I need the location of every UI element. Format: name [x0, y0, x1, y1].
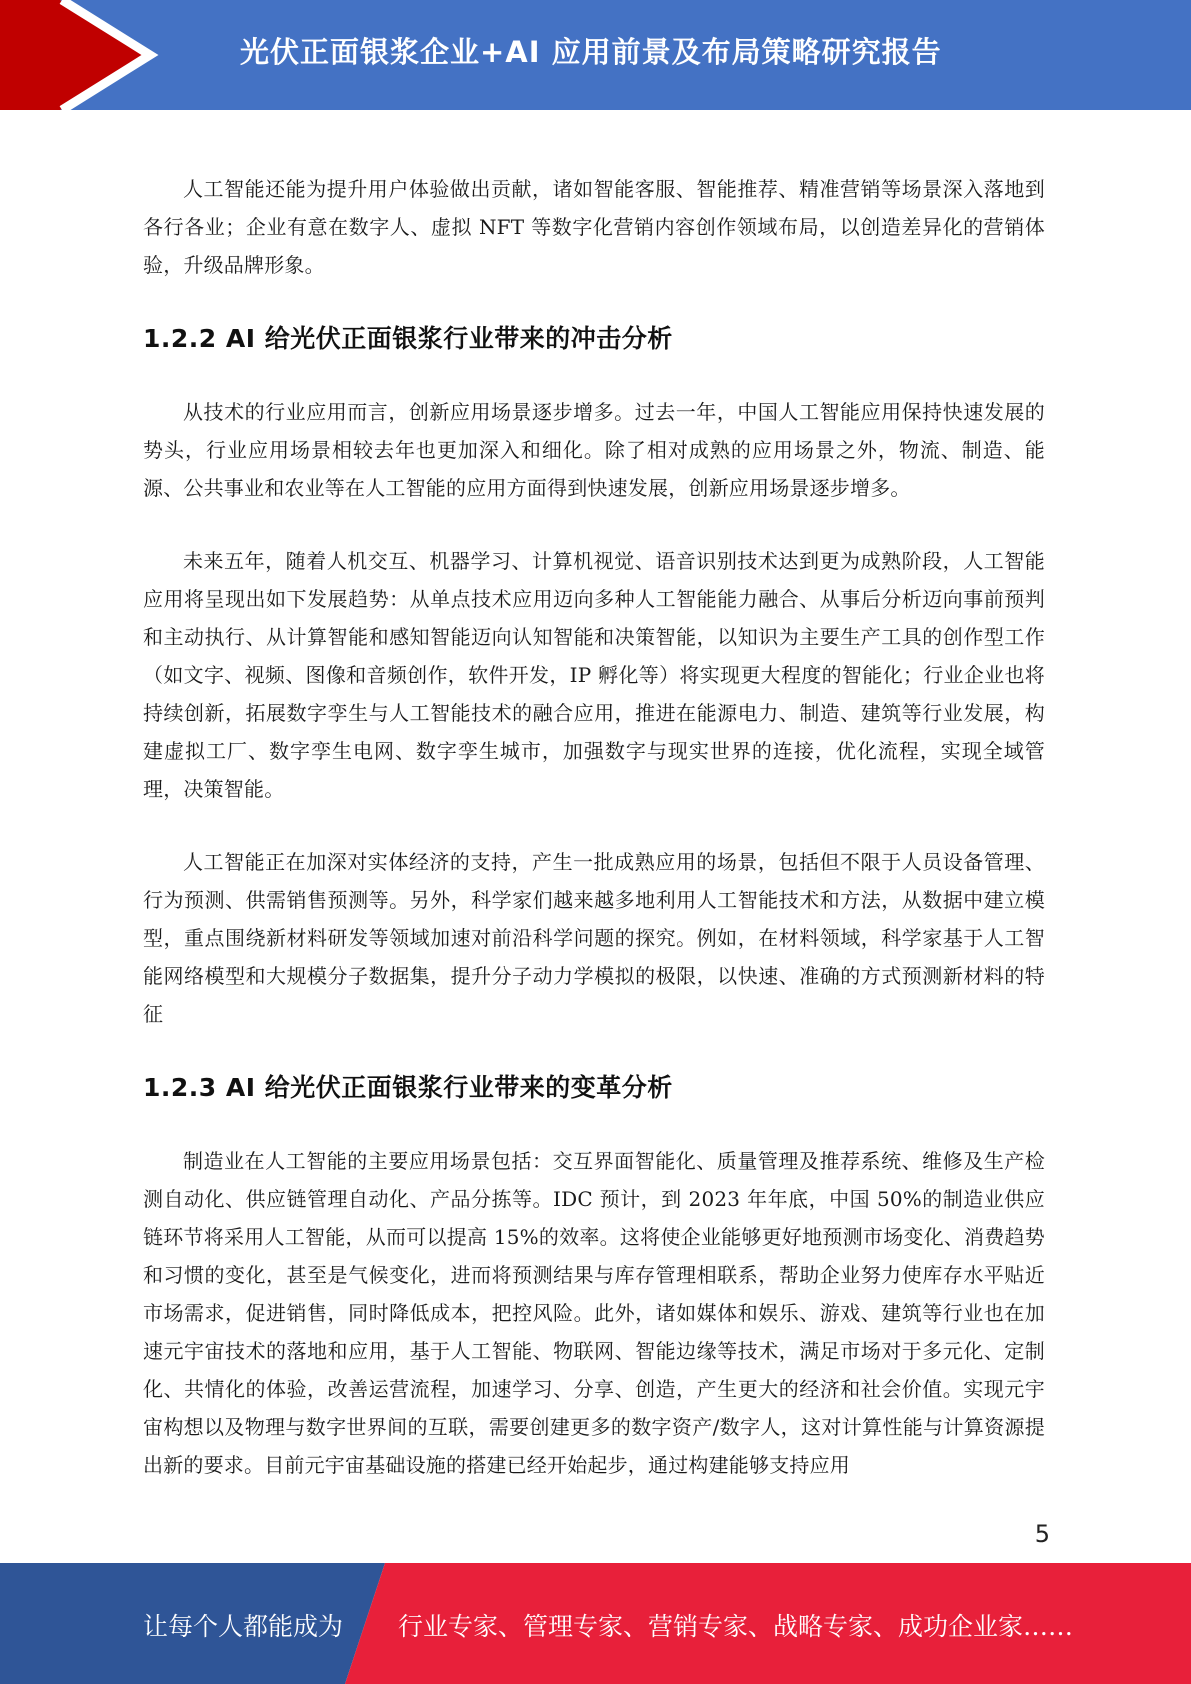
page-number: 5: [1034, 1520, 1050, 1548]
paragraph: 人工智能正在加深对实体经济的支持，产生一批成熟应用的场景，包括但不限于人员设备管理、行为预测、供需销售预测等。另外，科学家们越来越多地利用人工智能技术和方法，从数据中建立模型，重点围绕新材料研发等领域加速对前沿科学问题的探究。例如，在材料领域，科学家基于人工智能网络模型和大规模分子数据集，提升分子动力学模拟的极限，以快速、准确的方式预测新材料的特征: [143, 850, 1045, 1026]
section-heading-1-2-3: 1.2.3 AI 给光伏正面银浆行业带来的变革分析: [143, 1073, 673, 1102]
intro-paragraph: 人工智能还能为提升用户体验做出贡献，诸如智能客服、智能推荐、精准营销等场景深入落地到各行各业；企业有意在数字人、虚拟 NFT 等数字化营销内容创作领域布局，以创造差异化的营销体验，升级品牌形象。: [143, 177, 1045, 277]
paragraph: 制造业在人工智能的主要应用场景包括：交互界面智能化、质量管理及推荐系统、维修及生产检测自动化、供应链管理自动化、产品分拣等。IDC 预计，到 2023 年年底，中国 50%的制造业供应链环节将采用人工智能，从而可以提高 15%的效率。这将使企业能够更好地预测市场变化、消费趋势和习惯的变化，甚至是气候变化，进而将预测结果与库存管理相联系，帮助企业努力使库存水平贴近市场需求，促进销售，同时降低成本，把控风险。此外，诸如媒体和娱乐、游戏、建筑等行业也在加速元宇宙技术的落地和应用，基于人工智能、物联网、智能边缘等技术，满足市场对于多元化、定制化、共情化的体验，改善运营流程，加速学习、分享、创造，产生更大的经济和社会价值。实现元宇宙构想以及物理与数字世界间的互联，需要创建更多的数字资产/数字人，这对计算性能与计算资源提出新的要求。目前元宇宙基础设施的搭建已经开始起步，通过构建能够支持应用: [143, 1149, 1045, 1477]
paragraph: 从技术的行业应用而言，创新应用场景逐步增多。过去一年，中国人工智能应用保持快速发展的势头，行业应用场景相较去年也更加深入和细化。除了相对成熟的应用场景之外，物流、制造、能源、公共事业和农业等在人工智能的应用方面得到快速发展，创新应用场景逐步增多。: [143, 400, 1045, 500]
footer-slogan-left: 让每个人都能成为: [143, 1612, 344, 1641]
page-footer-banner: [0, 1563, 1191, 1684]
footer-slogan-right: 行业专家、管理专家、营销专家、战略专家、成功企业家……: [398, 1612, 1074, 1641]
page-header-banner: [0, 0, 1191, 110]
report-title: 光伏正面银浆企业+AI 应用前景及布局策略研究报告: [240, 35, 942, 69]
section-heading-1-2-2: 1.2.2 AI 给光伏正面银浆行业带来的冲击分析: [143, 324, 673, 353]
paragraph: 未来五年，随着人机交互、机器学习、计算机视觉、语音识别技术达到更为成熟阶段，人工智能应用将呈现出如下发展趋势：从单点技术应用迈向多种人工智能能力融合、从事后分析迈向事前预判和主动执行、从计算智能和感知智能迈向认知智能和决策智能，以知识为主要生产工具的创作型工作（如文字、视频、图像和音频创作，软件开发，IP 孵化等）将实现更大程度的智能化；行业企业也将持续创新，拓展数字孪生与人工智能技术的融合应用，推进在能源电力、制造、建筑等行业发展，构建虚拟工厂、数字孪生电网、数字孪生城市，加强数字与现实世界的连接，优化流程，实现全域管理，决策智能。: [143, 549, 1045, 801]
page-body: [143, 170, 1045, 1519]
